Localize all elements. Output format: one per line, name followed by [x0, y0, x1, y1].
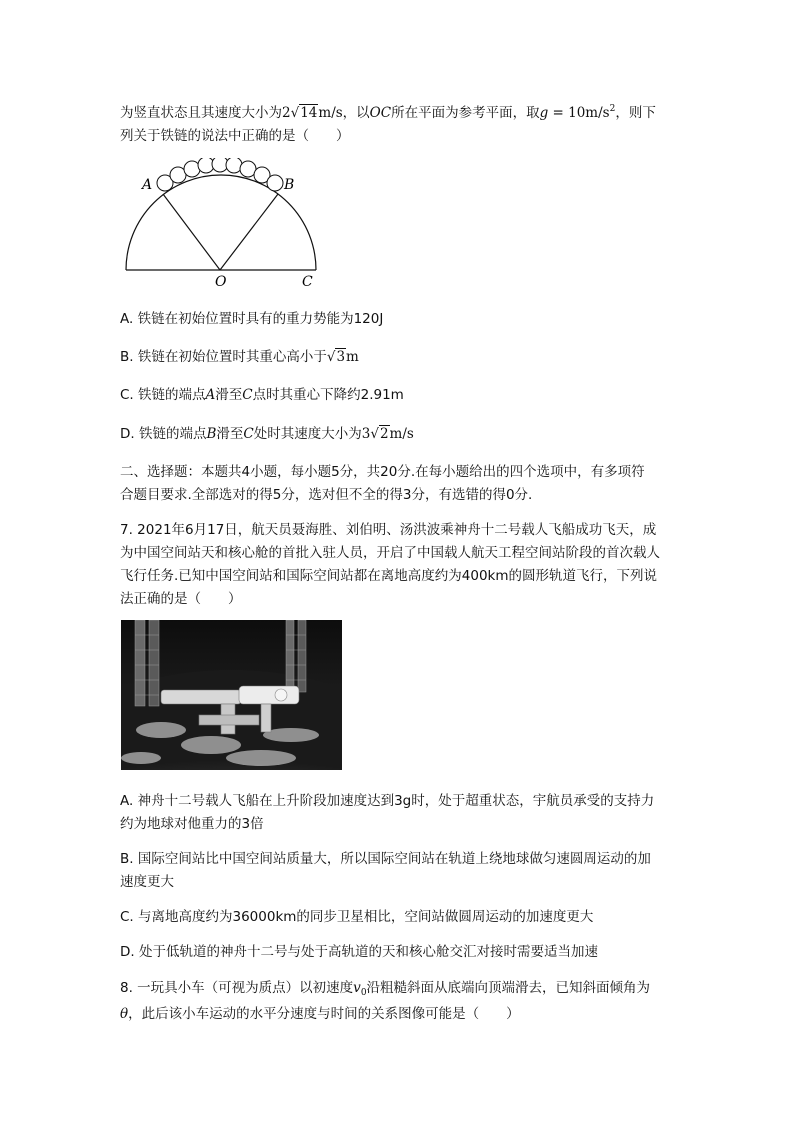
radius-oa [163, 194, 220, 270]
q7-stem-line-4: 法正确的是（ ） [120, 591, 242, 607]
q7-option-c: C. 与离地高度约为36000km的同步卫星相比，空间站做圆周运动的加速度更大 [120, 909, 594, 925]
sqrt-14: √14 [290, 105, 318, 121]
chain-semicircle-figure [118, 158, 318, 290]
q7-option-b-line-2: 速度更大 [120, 874, 174, 890]
q6-option-d: D. 铁链的端点B滑至C处时其速度大小为3√2m/s [120, 426, 414, 442]
q6-option-a: A. 铁链在初始位置时具有的重力势能为120J [120, 311, 384, 327]
q7-option-a-line-1: A. 神舟十二号载人飞船在上升阶段加速度达到3g时，处于超重状态，宇航员承受的支持力 [120, 793, 655, 809]
radius-ob [220, 194, 278, 270]
q7-stem-line-1: 7. 2021年6月17日，航天员聂海胜、刘伯明、汤洪波乘神舟十二号载人飞船成功飞天，成 [120, 522, 657, 538]
label-b: B [284, 177, 295, 193]
q6-stem-line-1: 为竖直状态且其速度大小为2√14m/s，以OC所在平面为参考平面，取$g = 10m/s^2$，则下 [120, 104, 656, 121]
q7-stem-line-3: 飞行任务.已知中国空间站和国际空间站都在离地高度约为400km的圆形轨道飞行，下列说 [120, 568, 658, 584]
section-2-line-1: 二、选择题：本题共4小题，每小题5分，共20分.在每小题给出的四个选项中，有多项符 [120, 464, 645, 480]
label-c: C [302, 274, 313, 290]
q7-option-b-line-1: B. 国际空间站比中国空间站质量大，所以国际空间站在轨道上绕地球做匀速圆周运动的加 [120, 851, 651, 867]
q6-stem-line-2: 列关于铁链的说法中正确的是（ ） [120, 128, 350, 144]
q7-option-d: D. 处于低轨道的神舟十二号与处于高轨道的天和核心舱交汇对接时需要适当加速 [120, 944, 598, 960]
section-2-line-2: 合题目要求.全部选对的得5分，选对但不全的得3分，有选错的得0分. [120, 487, 533, 503]
q6-option-b: B. 铁链在初始位置时其重心高小于√3m [120, 349, 359, 365]
q8-stem-line-1: 8. 一玩具小车（可视为质点）以初速度$v_0$沿粗糙斜面从底端向顶端滑去，已知斜面倾角为 [120, 980, 651, 998]
q6-option-c: C. 铁链的端点A滑至C点时其重心下降约2.91m [120, 387, 404, 403]
space-station-photo [121, 620, 342, 770]
q7-stem-line-2: 为中国空间站天和核心舱的首批入驻人员，开启了中国载人航天工程空间站阶段的首次载人 [120, 545, 660, 561]
q8-stem-line-2: θ，此后该小车运动的水平分速度与时间的关系图像可能是（ ） [120, 1006, 520, 1022]
q7-option-a-line-2: 约为地球对他重力的3倍 [120, 816, 264, 832]
label-o: O [215, 274, 227, 290]
label-a: A [142, 177, 153, 193]
